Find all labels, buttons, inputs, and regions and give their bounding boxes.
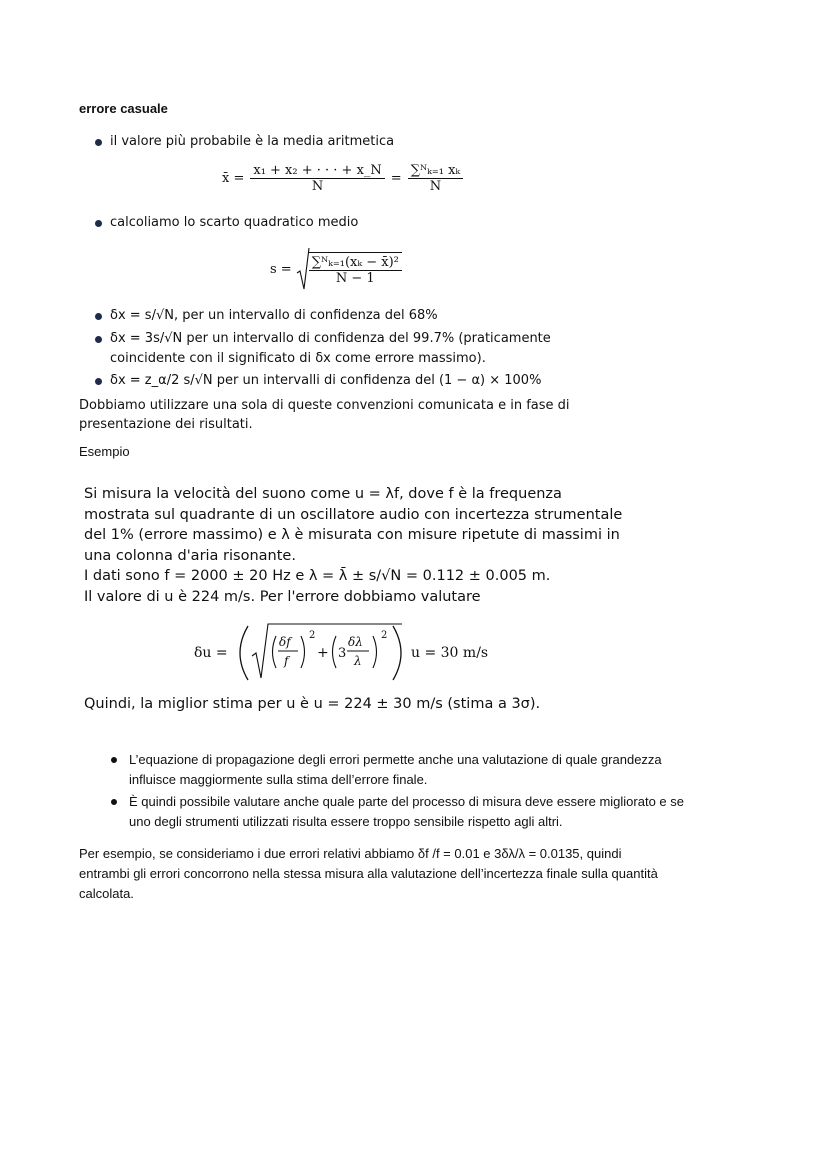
bullet-text-conf-alpha: δx = z_α/2 s/√N per un intervalli di confidenza del (1 − α) × 100% <box>110 373 542 388</box>
example-line-6: Il valore di u è 224 m/s. Per l'errore dobbiamo valutare <box>84 589 481 605</box>
bullet-text-std: calcoliamo lo scarto quadratico medio <box>110 215 359 230</box>
bullet-improvement-line-1: È quindi possibile valutare anche quale parte del processo di misura deve essere migliorato e se <box>129 794 684 809</box>
bullet-dot <box>111 757 117 763</box>
bullet-propagation-line-2: influisce maggiormente sulla stima dell’errore finale. <box>129 772 428 787</box>
bullet-propagation-line-1: L’equazione di propagazione degli errori permette anche una valutazione di quale grandezza <box>129 752 662 767</box>
a-sq: 2 <box>309 630 316 641</box>
bullet-improvement-line-2: uno degli strumenti utilizzati risulta essere troppo sensibile rispetto agli altri. <box>129 814 563 829</box>
du-plus: + <box>317 645 329 661</box>
std-frac <box>309 252 402 286</box>
mean-num-1: x₁ + x₂ + · · · + x_N <box>250 163 384 179</box>
para-convention-line-2: presentazione dei risultati. <box>79 417 253 432</box>
b-sq: 2 <box>381 630 388 641</box>
mean-den-1: N <box>311 179 324 194</box>
mean-eq: = <box>390 171 402 186</box>
para-convention-line-1: Dobbiamo utilizzare una sola di queste convenzioni comunicata e in fase di <box>79 398 570 413</box>
du-rhs: u = 30 m/s <box>411 645 489 661</box>
std-num: ∑ᴺₖ₌₁(xₖ − x̄)² <box>309 255 402 271</box>
example-line-2: mostrata sul quadrante di un oscillatore audio con incertezza strumentale <box>84 507 623 523</box>
bullet-text-conf-997: δx = 3s/√N per un intervallo di confidenza del 99.7% (praticamente <box>110 331 551 346</box>
example-line-5: I dati sono f = 2000 ± 20 Hz e λ = λ̄ ± s/√N = 0.112 ± 0.005 m. <box>84 568 551 584</box>
paren-right-a <box>301 636 305 668</box>
bullet-text-conf-68: δx = s/√N, per un intervallo di confidenza del 68% <box>110 308 438 323</box>
conclusion-line: Quindi, la miglior stima per u è u = 224 ± 30 m/s (stima a 3σ). <box>84 696 541 712</box>
a-num: δf <box>279 635 291 649</box>
b-coef: 3 <box>338 646 347 661</box>
bullet-dot <box>95 378 102 385</box>
mean-frac-2 <box>408 163 463 194</box>
paren-left-a <box>273 636 277 668</box>
a-den: f <box>284 654 289 668</box>
bullet-dot <box>95 313 102 320</box>
bullet-text-conf-997-cont: coincidente con il significato di δx come errore massimo). <box>110 351 486 366</box>
sqrt-sign <box>296 247 310 291</box>
final-para-line-2: entrambi gli errori concorrono nella stessa misura alla valutazione dell’incertezza finale sulla quantità <box>79 866 658 881</box>
example-line-1: Si misura la velocità del suono come u = λf, dove f è la frequenza <box>84 486 562 502</box>
formula-delta-u <box>190 620 510 686</box>
mean-num-2: ∑ᴺₖ₌₁ xₖ <box>408 163 463 179</box>
example-line-3: del 1% (errore massimo) e λ è misurata con misure ripetute di massimi in <box>84 527 620 543</box>
final-para-line-1: Per esempio, se consideriamo i due errori relativi abbiamo δf /f = 0.01 e 3δλ/λ = 0.0135, quindi <box>79 846 622 861</box>
formula-std <box>270 247 402 291</box>
std-lhs: s = <box>270 261 292 277</box>
bullet-dot <box>95 336 102 343</box>
bullet-text-mean: il valore più probabile è la media aritmetica <box>110 134 395 149</box>
std-den: N − 1 <box>335 271 375 286</box>
bullet-dot <box>95 220 102 227</box>
b-den: λ <box>354 654 362 668</box>
big-right-paren <box>393 626 401 680</box>
du-lhs: δu = <box>194 645 228 661</box>
example-line-4: una colonna d'aria risonante. <box>84 548 296 564</box>
mean-lhs: x̄ = <box>222 171 245 186</box>
paren-right-b <box>373 636 377 668</box>
mean-frac-1 <box>250 163 384 194</box>
big-left-paren <box>240 626 248 680</box>
formula-mean <box>222 163 463 194</box>
section-title: errore casuale <box>79 101 168 116</box>
mean-den-2: N <box>429 179 442 194</box>
b-num: δλ <box>348 635 363 649</box>
final-para-line-3: calcolata. <box>79 886 134 901</box>
bullet-dot <box>95 139 102 146</box>
bullet-dot <box>111 799 117 805</box>
example-label: Esempio <box>79 444 130 459</box>
paren-left-b <box>333 636 337 668</box>
